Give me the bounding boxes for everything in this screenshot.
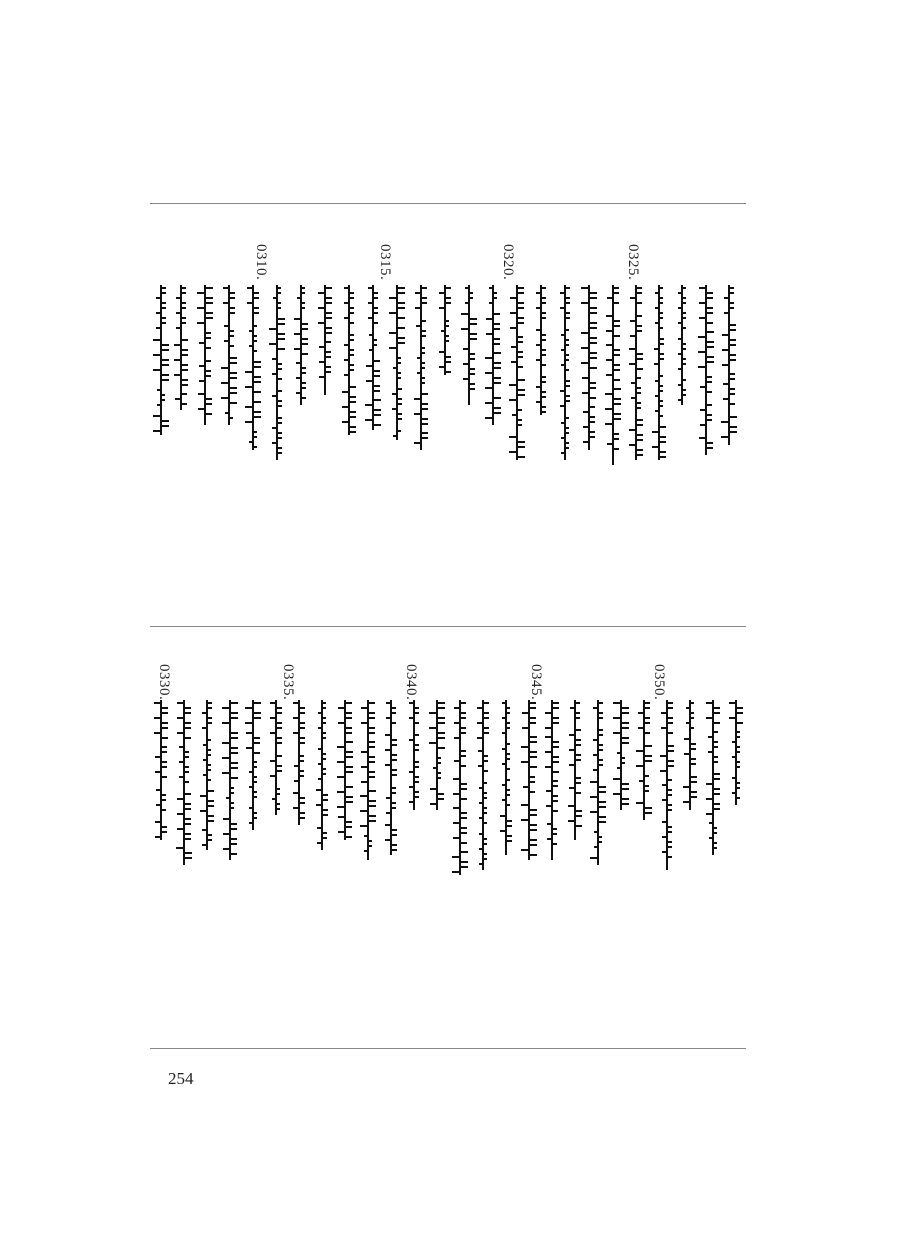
line-marker-0335: 0335. xyxy=(280,664,296,701)
script-column xyxy=(532,285,550,415)
script-column xyxy=(313,700,331,850)
script-column xyxy=(704,700,722,855)
script-column xyxy=(484,285,502,425)
script-column xyxy=(175,700,193,865)
script-column xyxy=(635,700,653,820)
top-rule xyxy=(150,203,746,204)
script-column xyxy=(436,285,454,375)
script-column xyxy=(196,285,214,425)
script-column xyxy=(290,700,308,825)
script-column xyxy=(556,285,574,460)
script-column xyxy=(658,700,676,870)
line-marker-0340: 0340. xyxy=(403,664,419,701)
script-column xyxy=(172,285,190,410)
script-column xyxy=(359,700,377,860)
middle-rule xyxy=(150,626,746,627)
script-column xyxy=(673,285,691,405)
script-column xyxy=(244,285,262,450)
line-marker-0320: 0320. xyxy=(500,244,516,281)
script-column xyxy=(152,700,170,840)
script-column xyxy=(508,285,526,460)
script-column xyxy=(543,700,561,860)
line-marker-0325: 0325. xyxy=(625,244,641,281)
script-column xyxy=(681,700,699,810)
line-marker-0350: 0350. xyxy=(651,664,667,701)
bottom-rule xyxy=(150,1048,746,1049)
script-column xyxy=(336,700,354,840)
script-column xyxy=(316,285,334,395)
script-column xyxy=(221,700,239,860)
script-column xyxy=(412,285,430,450)
script-column xyxy=(451,700,469,875)
line-marker-0310: 0310. xyxy=(253,244,269,281)
script-column xyxy=(474,700,492,870)
script-column xyxy=(460,285,478,405)
script-column xyxy=(388,285,406,440)
line-marker-0345: 0345. xyxy=(528,664,544,701)
script-column xyxy=(267,700,285,815)
script-column xyxy=(292,285,310,405)
script-column xyxy=(697,285,715,455)
script-column xyxy=(650,285,668,460)
line-marker-0330: 0330. xyxy=(156,664,172,701)
script-column xyxy=(580,285,598,450)
script-column xyxy=(198,700,216,850)
script-column xyxy=(364,285,382,430)
script-column xyxy=(382,700,400,855)
script-column xyxy=(152,285,170,435)
script-column xyxy=(497,700,515,855)
script-column xyxy=(520,700,538,860)
script-column xyxy=(428,700,446,810)
script-column xyxy=(220,285,238,425)
line-marker-0315: 0315. xyxy=(377,244,393,281)
script-column xyxy=(604,285,622,465)
page-number: 254 xyxy=(168,1069,194,1088)
script-column xyxy=(566,700,584,840)
script-column xyxy=(244,700,262,830)
script-column xyxy=(340,285,358,435)
script-column xyxy=(720,285,738,445)
script-column xyxy=(727,700,745,805)
script-column xyxy=(405,700,423,810)
script-column xyxy=(612,700,630,810)
script-column xyxy=(589,700,607,865)
script-column xyxy=(268,285,286,460)
script-column xyxy=(627,285,645,460)
